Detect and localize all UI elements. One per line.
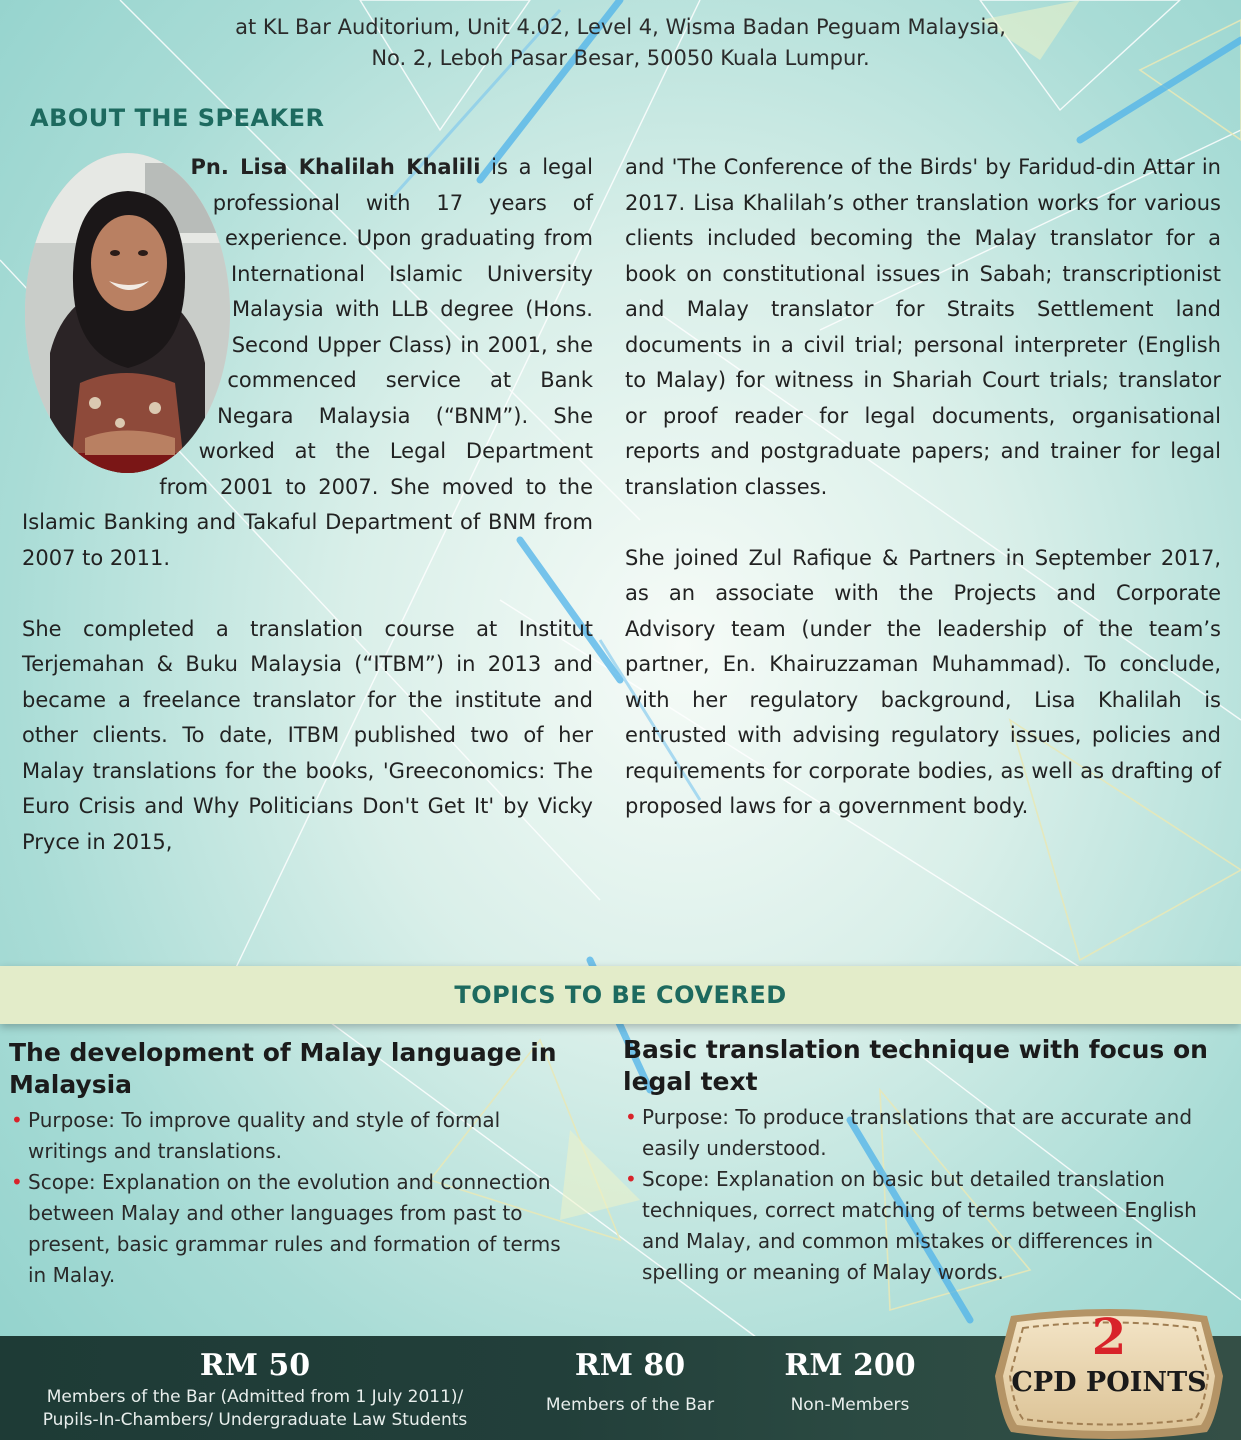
fee-rm200 [760,1346,940,1417]
venue-line-2: No. 2, Leboh Pasar Besar, 50050 Kuala Lumpur. [371,46,870,70]
topic-2-title: Basic translation technique with focus on legal text [623,1035,1208,1096]
topic-1-title: The development of Malay language in Malaysia [9,1038,557,1099]
fee-rm50-amount: RM 50 [199,1348,311,1383]
topic-2-scope: • Scope: Explanation on basic but detailed translation techniques, correct matching of terms between English and Malay, and common mistakes or differences in spelling or meaning of Malay words. [623,1164,1228,1288]
cpd-points-number: 2 [1091,1307,1127,1366]
bio-paragraph-4: She joined Zul Rafique & Partners in September 2017, as an associate with the Projects and Corporate Advisory team (under the leadership of the team’s partner, En. Khairuzzaman Muhammad). To conclude, with her regulatory background, Lisa Khalilah is entrusted with advising regulatory issues, policies and requirements for corporate bodies, as well as drafting of proposed laws for a government body. [625,545,1221,818]
bio-paragraph-2: She completed a translation course at Institut Terjemahan & Buku Malaysia (“ITBM”) in 2013 and became a freelance translator for the institute and other clients. To date, ITBM published two of her Malay translations for the books, 'Greeconomics: The Euro Crisis and Why Politicians Don't Get It' by Vicky Pryce in 2015, [22,616,593,854]
bio-paragraph-1-text: is a legal professional with 17 years of experience. Upon graduating from International Islamic University Malaysia with LLB degree (Hons. Second Upper Class) in 2001, she commenced service at Bank Negara Malaysia (“BNM”). She worked at the Legal Department from 2001 to 2007. She moved to the Islamic Banking and Takaful Department of BNM from 2007 to 2011. [22,155,593,570]
speaker-name: Pn. Lisa Khalilah Khalili [190,155,481,179]
topic-2-purpose: • Purpose: To produce translations that are accurate and easily understood. [623,1102,1228,1164]
topic-2 [623,1034,1228,1288]
fee-rm80-line-1: Members of the Bar [545,1395,715,1415]
fee-rm50-line-1: Members of the Bar (Admitted from 1 July 2011)/ [46,1387,464,1407]
bio-right-column [625,150,1221,825]
fee-rm80-amount: RM 80 [574,1348,686,1383]
venue-address [0,12,1241,74]
fee-rm80 [520,1346,740,1417]
topics-heading-band [0,966,1241,1024]
fee-rm50 [20,1346,490,1432]
topic-1-scope: • Scope: Explanation on the evolution and connection between Malay and other languages from past to present, basic grammar rules and formation of terms in Malay. [9,1167,569,1291]
topic-2-bullets [623,1102,1228,1288]
topic-1-bullets [9,1105,569,1291]
bio-left-column [22,150,593,860]
fee-rm50-line-2: Pupils-In-Chambers/ Undergraduate Law Students [42,1410,468,1430]
cpd-points-badge [993,1306,1225,1440]
about-speaker-heading: ABOUT THE SPEAKER [30,104,325,132]
fee-rm200-line-1: Non-Members [790,1395,910,1415]
fee-rm200-amount: RM 200 [784,1348,916,1383]
topic-1 [9,1037,569,1291]
cpd-points-label: CPD POINTS [1011,1367,1207,1398]
topic-1-purpose: • Purpose: To improve quality and style of formal writings and translations. [9,1105,569,1167]
topics-heading: TOPICS TO BE COVERED [454,981,787,1009]
venue-line-1: at KL Bar Auditorium, Unit 4.02, Level 4, Wisma Badan Peguam Malaysia, [235,15,1006,39]
bio-paragraph-3: and 'The Conference of the Birds' by Faridud-din Attar in 2017. Lisa Khalilah’s other translation works for various clients included becoming the Malay translator for a book on constitutional issues in Sabah; transcriptionist and Malay translator for Straits Settlement land documents in a civil trial; personal interpreter (English to Malay) for witness in Shariah Court trials; translator or proof reader for legal documents, organisational reports and postgraduate papers; and trainer for legal translation classes. [625,155,1221,499]
